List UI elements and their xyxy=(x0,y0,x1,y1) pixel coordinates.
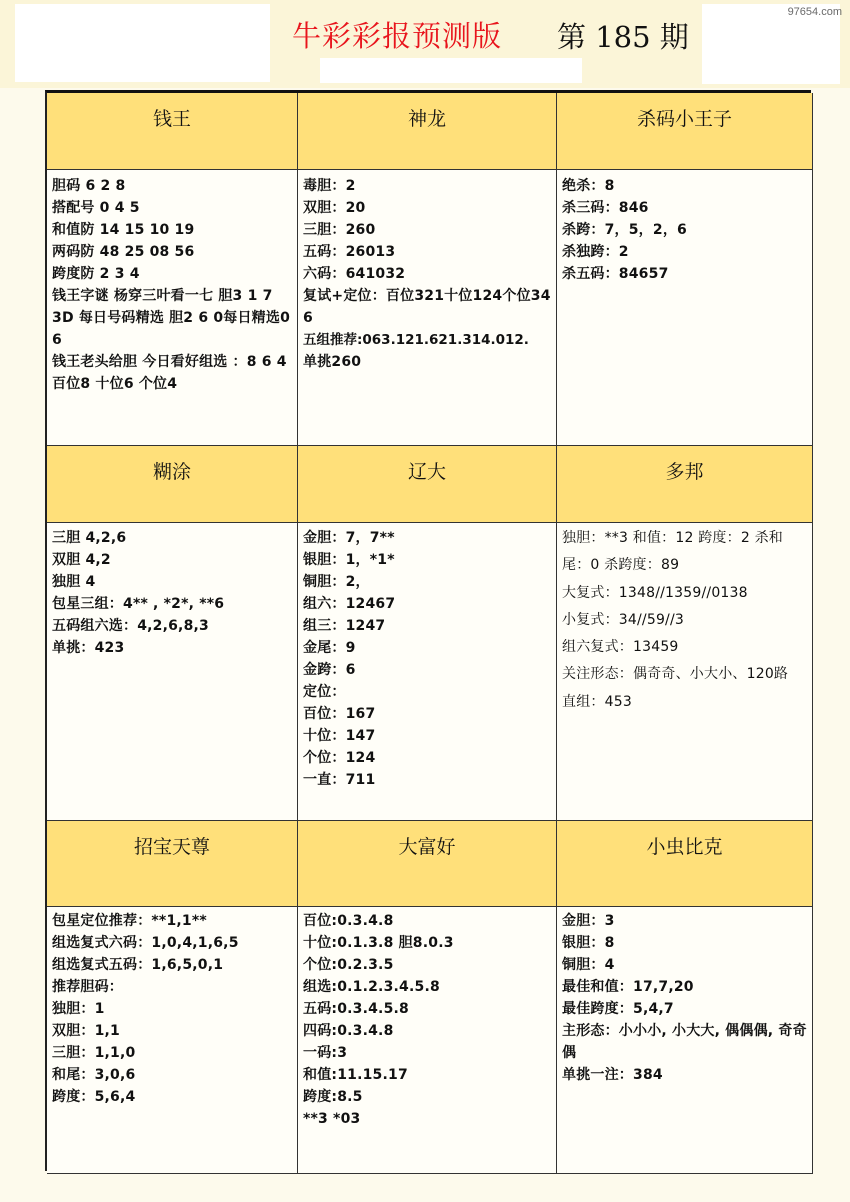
section-line: 毒胆：2 xyxy=(303,178,356,194)
section-line: 大复式：1348//1359//0138 xyxy=(562,584,748,601)
section-line: 金尾：9 xyxy=(303,640,356,656)
section-line: 双胆：20 xyxy=(303,200,366,216)
section-line: 十位：147 xyxy=(303,728,376,744)
section-line: 十位:0.1.3.8 胆8.0.3 xyxy=(303,935,454,951)
section-body-shama xyxy=(557,170,813,446)
section-line: 和值:11.15.17 xyxy=(303,1067,408,1083)
section-line: 双胆 4,2 xyxy=(52,552,111,568)
section-header-hutu: 糊涂 xyxy=(47,446,298,523)
section-line: 杀独跨：2 xyxy=(562,244,629,260)
section-line: 钱王老头给胆 今日看好组选 ：8 6 4百位8 十位6 个位4 xyxy=(52,354,287,392)
section-header-liaoda: 辽大 xyxy=(298,446,557,523)
section-line: 钱王字谜 杨穿三叶看一七 胆3 1 7 xyxy=(52,288,273,304)
section-body-duobang xyxy=(557,523,813,821)
section-header-dafuhao: 大富好 xyxy=(298,821,557,907)
section-line: 小复式：34//59//3 xyxy=(562,611,685,628)
section-line: 定位： xyxy=(303,684,346,700)
section-line: 组选复式五码：1,6,5,0,1 xyxy=(52,957,224,973)
section-line: 双胆：1,1 xyxy=(52,1023,121,1039)
section-line: 六码：641032 xyxy=(303,266,406,282)
section-body-liaoda xyxy=(298,523,557,821)
section-body-qianwang xyxy=(47,170,298,446)
section-line: 百位:0.3.4.8 xyxy=(303,913,394,929)
section-line: 五码:0.3.4.5.8 xyxy=(303,1001,409,1017)
section-line: 一码:3 xyxy=(303,1045,348,1061)
section-line: 绝杀：8 xyxy=(562,178,615,194)
section-line: 独胆 4 xyxy=(52,574,96,590)
section-body-shenlong xyxy=(298,170,557,446)
section-line: 关注形态：偶奇奇、小大小、120路 xyxy=(562,666,789,683)
section-line: 主形态：小小小, 小大大, 偶偶偶, 奇奇偶 xyxy=(562,1023,807,1061)
section-line: 复试+定位：百位321十位124个位346 xyxy=(303,288,551,326)
section-line: 直组：453 xyxy=(562,693,632,710)
section-header-shama: 杀码小王子 xyxy=(557,93,813,170)
section-body-dafuhao xyxy=(298,907,557,1174)
section-header-xiaochong: 小虫比克 xyxy=(557,821,813,907)
section-line: 组选:0.1.2.3.4.5.8 xyxy=(303,979,440,995)
section-line: **3 *03 xyxy=(303,1111,361,1127)
section-line: 杀五码：84657 xyxy=(562,266,669,282)
issue-number: 第 185 期 xyxy=(557,20,689,54)
section-line: 搭配号 0 4 5 xyxy=(52,200,140,216)
section-line: 金跨：6 xyxy=(303,662,356,678)
section-line: 金胆：3 xyxy=(562,913,615,929)
section-line: 单挑：423 xyxy=(52,640,125,656)
section-header-duobang: 多邦 xyxy=(557,446,813,523)
section-line: 个位：124 xyxy=(303,750,376,766)
section-line: 包星三组：4** , *2*, **6 xyxy=(52,596,225,612)
section-header-shenlong: 神龙 xyxy=(298,93,557,170)
section-line: 三胆：1,1,0 xyxy=(52,1045,136,1061)
prediction-table xyxy=(45,90,811,1171)
section-line: 铜胆：2， xyxy=(303,574,370,590)
section-line: 三胆 4,2,6 xyxy=(52,530,127,546)
section-line: 和尾：3,0,6 xyxy=(52,1067,136,1083)
section-line: 三胆：260 xyxy=(303,222,376,238)
section-line: 最佳跨度：5,4,7 xyxy=(562,1001,674,1017)
section-line: 五码：26013 xyxy=(303,244,396,260)
section-line: 银胆：1，*1* xyxy=(303,552,395,568)
section-line: 跨度：5,6,4 xyxy=(52,1089,136,1105)
section-header-qianwang: 钱王 xyxy=(47,93,298,170)
section-line: 单挑一注：384 xyxy=(562,1067,663,1083)
section-line: 铜胆：4 xyxy=(562,957,615,973)
section-line: 两码防 48 25 08 56 xyxy=(52,244,195,260)
section-line: 四码:0.3.4.8 xyxy=(303,1023,394,1039)
section-line: 杀三码：846 xyxy=(562,200,649,216)
page-title: 牛彩彩报预测版 xyxy=(292,19,503,53)
section-line: 推荐胆码： xyxy=(52,979,123,995)
section-line: 独胆：**3 和值：12 跨度：2 杀和尾：0 杀跨度：89 xyxy=(562,530,783,574)
header-blank-center xyxy=(320,58,582,83)
section-body-xiaochong xyxy=(557,907,813,1174)
section-line: 个位:0.2.3.5 xyxy=(303,957,394,973)
section-body-zhaobao xyxy=(47,907,298,1174)
section-line: 银胆：8 xyxy=(562,935,615,951)
section-line: 3D 每日号码精选 胆2 6 0每日精选0 6 xyxy=(52,310,291,348)
section-line: 五组推荐:063.121.621.314.012. xyxy=(303,332,529,348)
section-line: 最佳和值：17,7,20 xyxy=(562,979,694,995)
site-watermark: 97654.com xyxy=(787,6,842,18)
section-line: 五码组六选：4,2,6,8,3 xyxy=(52,618,209,634)
section-line: 和值防 14 15 10 19 xyxy=(52,222,195,238)
section-body-hutu xyxy=(47,523,298,821)
section-line: 杀跨：7，5，2，6 xyxy=(562,222,687,238)
section-line: 跨度:8.5 xyxy=(303,1089,363,1105)
section-line: 一直：711 xyxy=(303,772,376,788)
section-line: 胆码 6 2 8 xyxy=(52,178,126,194)
section-line: 百位：167 xyxy=(303,706,376,722)
section-line: 组六：12467 xyxy=(303,596,396,612)
section-line: 单挑260 xyxy=(303,354,362,370)
section-line: 金胆：7，7** xyxy=(303,530,395,546)
section-line: 组选复式六码：1,0,4,1,6,5 xyxy=(52,935,239,951)
section-header-zhaobao: 招宝天尊 xyxy=(47,821,298,907)
section-line: 组三：1247 xyxy=(303,618,386,634)
section-line: 跨度防 2 3 4 xyxy=(52,266,140,282)
header-blank-left xyxy=(15,4,270,82)
section-line: 组六复式：13459 xyxy=(562,639,679,656)
section-line: 独胆：1 xyxy=(52,1001,105,1017)
section-line: 包星定位推荐：**1,1** xyxy=(52,913,207,929)
